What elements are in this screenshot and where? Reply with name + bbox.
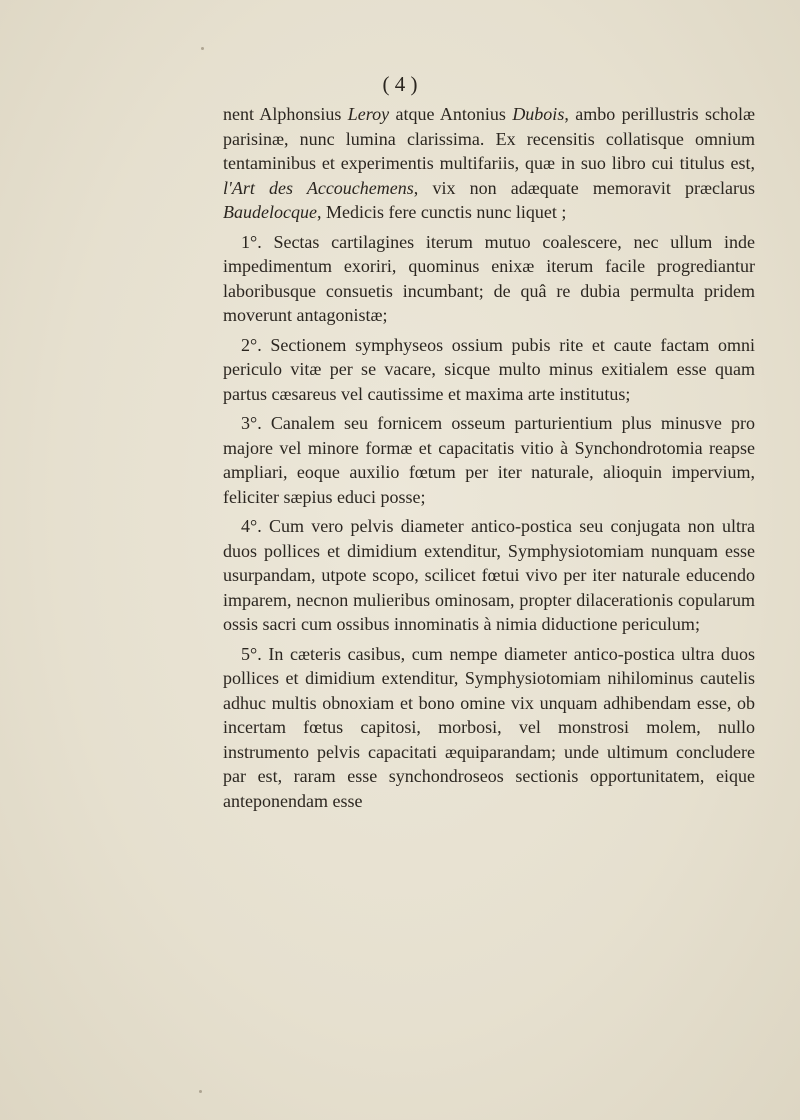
text-run: , ambo perillustris scholæ parisinæ, nunc lumina clarissima. Ex recensitis collatisque omnium tentaminibus et experimentis multifariis, quæ in suo libro cui titulus est, bbox=[223, 104, 755, 173]
text-run: atque Antonius bbox=[389, 104, 513, 124]
name-dubois: Dubois bbox=[512, 104, 565, 124]
paper-speck bbox=[201, 47, 204, 50]
point-4: 4°. Cum vero pelvis diameter antico-postica seu conjugata non ultra duos pollices et dimidium extenditur, Symphysiotomiam nunquam esse usurpandam, utpote scopo, scilicet fœtui vivo per iter naturale educendo imparem, necnon mulieribus ominosam, propter dilacerationis copularum ossis sacri cum ossibus innominatis à nimia diductione periculum; bbox=[223, 516, 755, 634]
intro-paragraph bbox=[223, 102, 755, 225]
paper-speck bbox=[199, 1090, 202, 1093]
text-run: nent Alphonsius bbox=[223, 104, 348, 124]
point-5: 5°. In cæteris casibus, cum nempe diameter antico-postica ultra duos pollices et dimidium extenditur, Symphysiotomiam nihilominus cautelis adhuc multis obnoxiam et bono omine vix unquam adhibendam esse, ob incertam fœtus capitosi, morbosi, vel monstrosi molem, nullo instrumento pelvis capacitati æquiparandam; unde ultimum concludere par est, raram esse synchondroseos sectionis opportunitatem, eique anteponendam esse bbox=[223, 643, 755, 811]
text-run: , Medicis fere cunctis nunc liquet ; bbox=[316, 202, 567, 222]
point-2: 2°. Sectionem symphyseos ossium pubis rite et caute factam omni periculo vitæ per se vacare, sicque multo minus exitialem esse quam partus cæsareus vel cautissime et maxima arte institutus; bbox=[223, 334, 755, 404]
point-3: 3°. Canalem seu fornicem osseum parturientium plus minusve pro majore vel minore formæ et capacitatis vitio à Synchondrotomia reapse ampliari, eoque auxilio fœtum per iter naturale, alioquin impervium, feliciter sæpius educi posse; bbox=[223, 413, 755, 507]
page-number: ( 4 ) bbox=[382, 72, 418, 96]
text-run: , vix non adæquate memoravit præclarus bbox=[413, 177, 755, 198]
body-text bbox=[223, 102, 755, 813]
book-title: l'Art des Accouchemens bbox=[223, 177, 414, 198]
name-leroy: Leroy bbox=[347, 104, 390, 124]
point-1: 1°. Sectas cartilagines iterum mutuo coalescere, nec ullum inde impedimentum exoriri, quominus enixæ iterum facile progrediantur laboribusque consuetis incumbant; de quâ re dubia permulta pridem moverunt antagonistæ; bbox=[223, 231, 755, 325]
name-baudelocque: Baudelocque bbox=[223, 202, 317, 222]
